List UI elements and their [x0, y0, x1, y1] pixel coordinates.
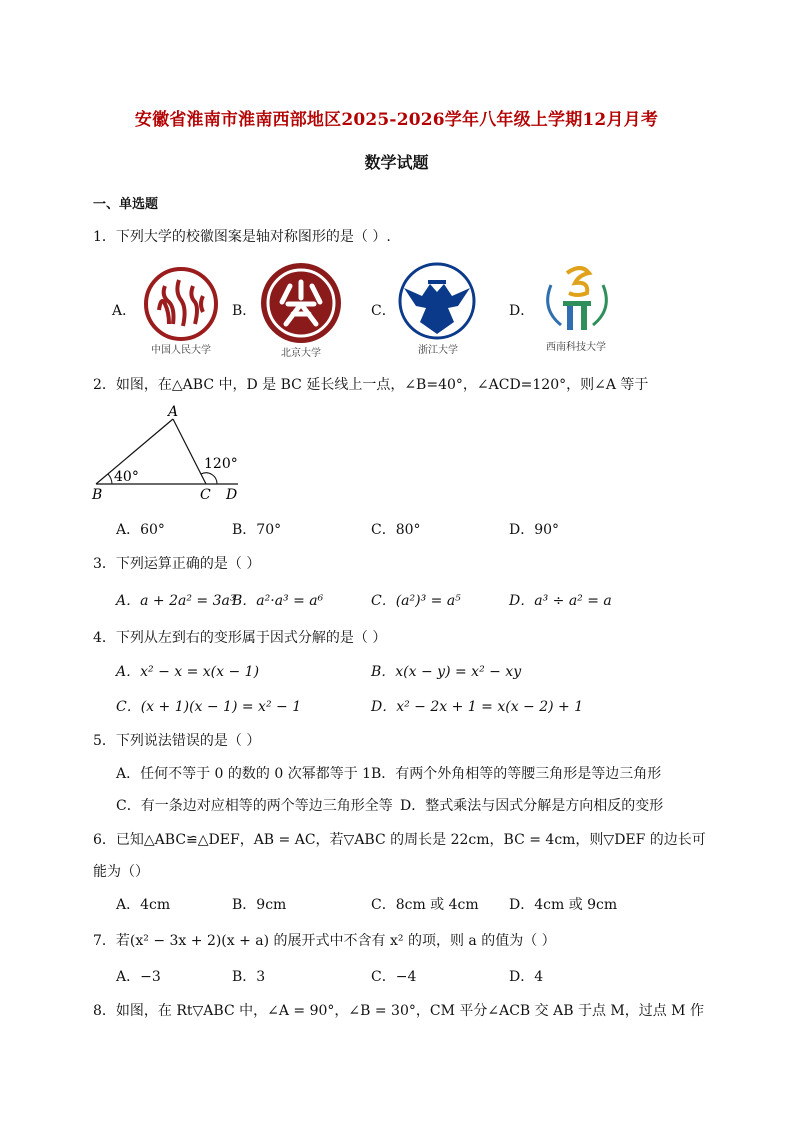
- q5-option-b: B．有两个外角相等的等腰三角形是等边三角形: [371, 766, 662, 782]
- question-1-stem: 1．下列大学的校徽图案是轴对称图形的是（ ）.: [93, 229, 391, 245]
- q5-option-a: A．任何不等于 0 的数的 0 次幂都等于 1: [116, 766, 372, 782]
- q7-option-a: A．−3: [116, 969, 161, 985]
- q4-option-d: D．x² − 2x + 1 = x(x − 2) + 1: [371, 699, 584, 715]
- q4-option-c: C．(x + 1)(x − 1) = x² − 1: [116, 699, 302, 715]
- q2-option-b: B．70°: [232, 522, 282, 538]
- label-angle-b: 40°: [114, 469, 139, 485]
- q6-option-a: A．4cm: [116, 897, 171, 913]
- label-a: A: [168, 404, 179, 420]
- label-b: B: [92, 487, 103, 503]
- segment-ac: [173, 419, 206, 484]
- q6-option-b: B．9cm: [232, 897, 287, 913]
- q6-option-c: C．8cm 或 4cm: [371, 897, 479, 913]
- question-6-stem-line-2: 能为（）: [93, 864, 149, 880]
- q5-option-d: D．整式乘法与因式分解是方向相反的变形: [400, 798, 664, 814]
- question-8-stem: 8．如图，在 Rt▽ABC 中，∠A = 90°，∠B = 30°，CM 平分∠ACB 交 AB 于点 M，过点 M 作: [93, 1003, 704, 1019]
- q1-option-c: C．: [371, 303, 396, 319]
- peking-logo-label: 北京大学: [281, 348, 321, 359]
- angle-b-arc: [108, 474, 112, 484]
- question-6-stem-line-1: 6．已知△ABC≌△DEF，AB = AC，若▽ABC 的周长是 22cm，BC = 4cm，则▽DEF 的边长可: [93, 832, 706, 848]
- q2-option-d: D．90°: [509, 522, 560, 538]
- q4-option-a: A．x² − x = x(x − 1): [116, 664, 260, 680]
- question-5-stem: 5．下列说法错误的是（ ）: [93, 733, 261, 749]
- q1-option-d: D．: [509, 303, 535, 319]
- document-title: 安徽省淮南市淮南西部地区2025-2026学年八年级上学期12月月考: [134, 110, 659, 130]
- label-d: D: [226, 487, 238, 503]
- q3-option-d: D．a³ ÷ a² = a: [509, 593, 612, 609]
- q1-option-a: A．: [112, 303, 137, 319]
- q7-option-b: B．3: [232, 969, 266, 985]
- renmin-university-logo: [143, 266, 219, 342]
- q2-option-a: A．60°: [116, 522, 165, 538]
- zhejiang-logo-label: 浙江大学: [418, 345, 458, 356]
- question-7-stem: 7．若(x² − 3x + 2)(x + a) 的展开式中不含有 x² 的项，则 a 的值为（ ）: [93, 933, 556, 949]
- southwest-keji-university-logo: [537, 263, 617, 339]
- q3-option-a: A．a + 2a² = 3a³: [116, 593, 236, 609]
- question-2-stem: 2．如图，在△ABC 中，D 是 BC 延长线上一点，∠B=40°，∠ACD=120°，则∠A 等于: [93, 377, 649, 393]
- label-c: C: [200, 487, 211, 503]
- q3-option-c: C．(a²)³ = a⁵: [371, 593, 461, 609]
- section-heading: 一、单选题: [93, 197, 159, 212]
- q1-option-b: B．: [232, 303, 257, 319]
- q5-option-c: C．有一条边对应相等的两个等边三角形全等: [116, 798, 393, 814]
- q7-option-c: C．−4: [371, 969, 417, 985]
- peking-university-logo: [260, 262, 342, 344]
- document-subtitle: 数学试题: [364, 153, 429, 172]
- triangle-figure: [90, 402, 250, 502]
- question-4-stem: 4．下列从左到右的变形属于因式分解的是（ ）: [93, 630, 387, 646]
- question-3-stem: 3．下列运算正确的是（ ）: [93, 556, 261, 572]
- q6-option-d: D．4cm 或 9cm: [509, 897, 618, 913]
- q7-option-d: D．4: [509, 969, 544, 985]
- q4-option-b: B．x(x − y) = x² − xy: [371, 664, 522, 680]
- label-angle-acd: 120°: [204, 456, 238, 472]
- xinan-logo-label: 西南科技大学: [546, 342, 606, 353]
- q3-option-b: B．a²·a³ = a⁶: [232, 593, 324, 609]
- zhejiang-university-logo: [398, 262, 476, 340]
- renmin-logo-label: 中国人民大学: [151, 345, 211, 356]
- q2-option-c: C．80°: [371, 522, 421, 538]
